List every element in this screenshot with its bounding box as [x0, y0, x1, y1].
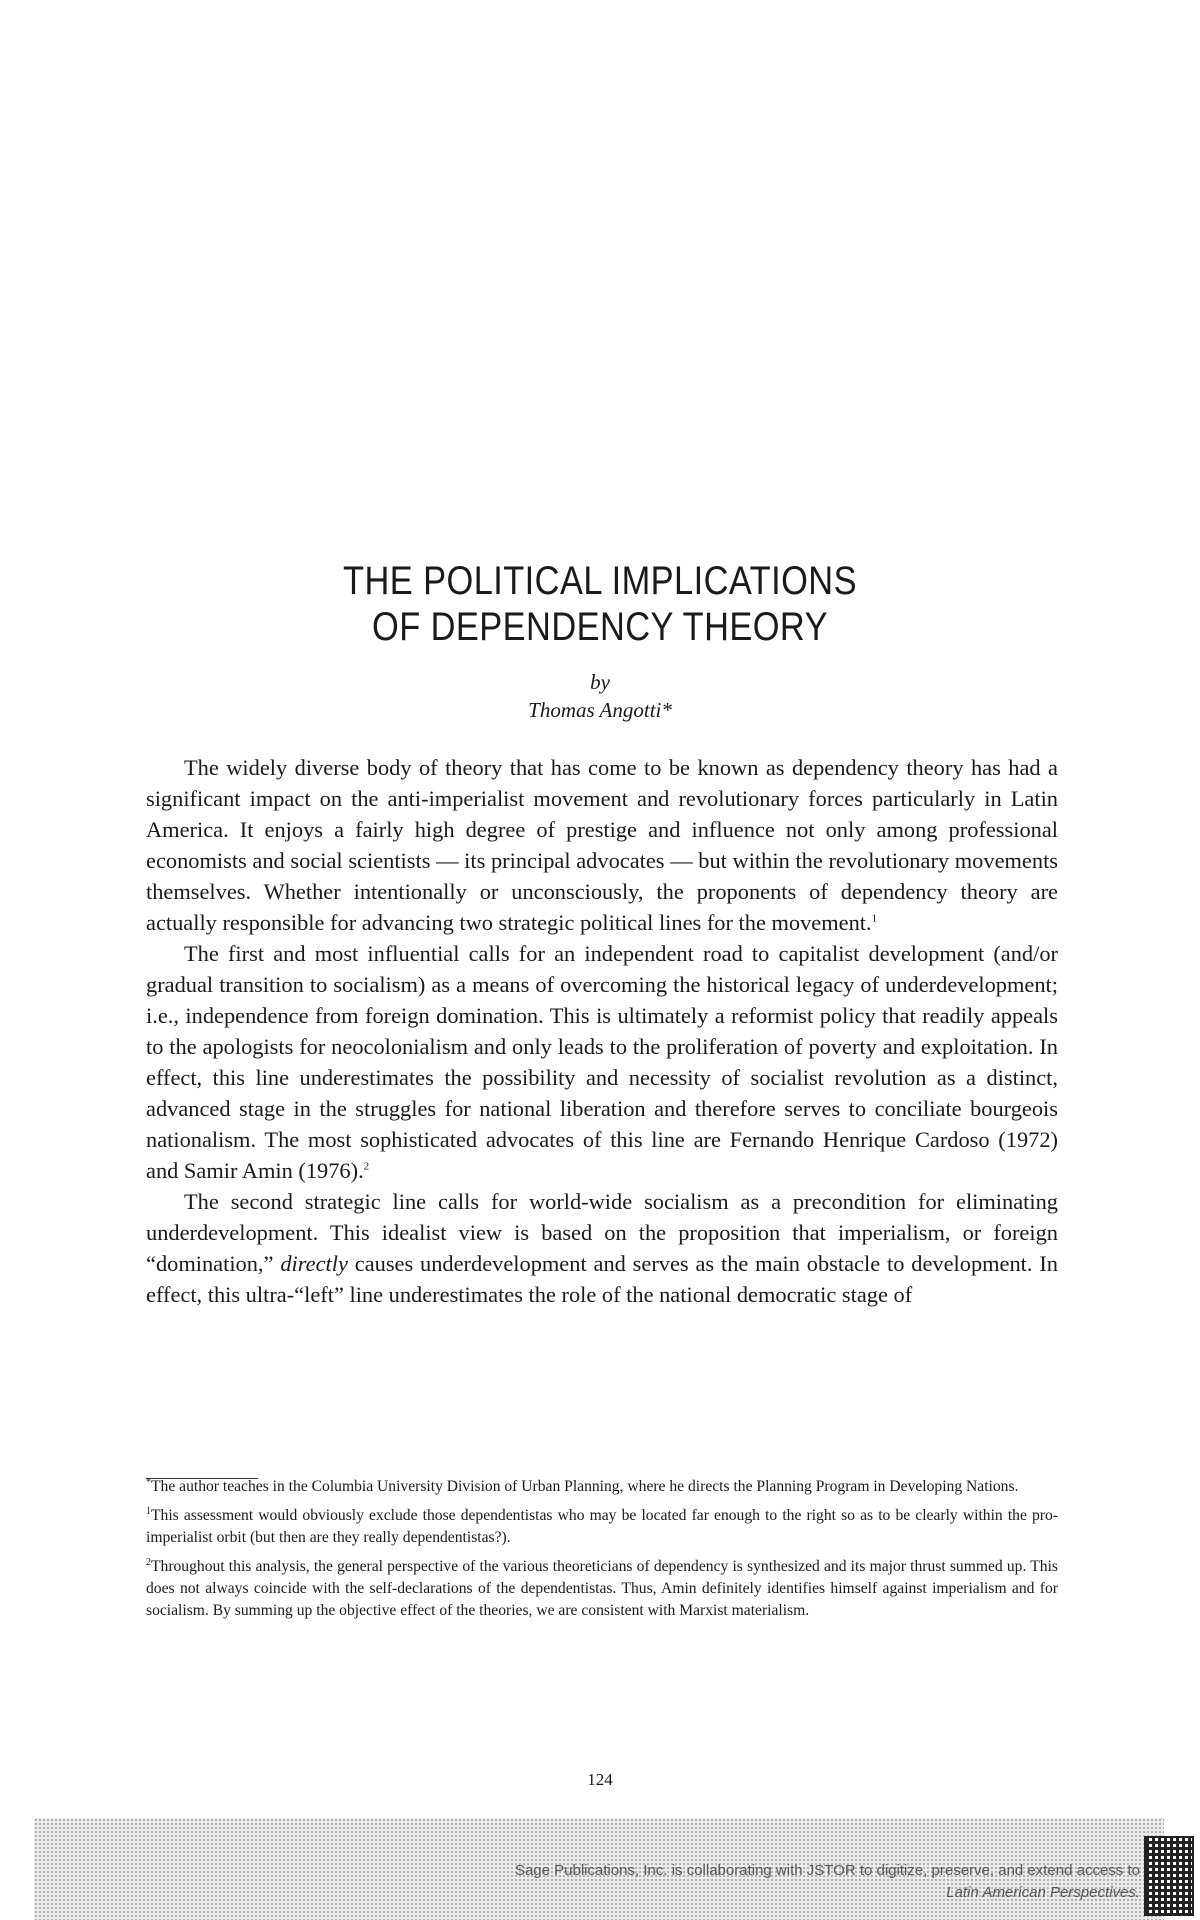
- by-label: by: [590, 670, 610, 694]
- paragraph-3: [146, 1186, 1058, 1310]
- jstor-notice: [280, 1860, 1140, 1904]
- author-name: Thomas Angotti*: [528, 698, 672, 722]
- footnote-1: [146, 1505, 1058, 1549]
- footnote-2: [146, 1556, 1058, 1622]
- footnotes: [146, 1476, 1058, 1629]
- footnote-mark: *: [146, 1476, 151, 1488]
- paragraph-3-text-b: causes underdevelopment and serves as the main obstacle to development. In effect, this ultra-“left” line underestimates the role of the national democratic stage of: [146, 1251, 1058, 1307]
- footnote-author: [146, 1476, 1058, 1498]
- byline: [0, 668, 1200, 724]
- footnote-mark: 2: [146, 1556, 151, 1568]
- article-title: [84, 558, 1116, 650]
- journal-name[interactable]: Latin American Perspectives.: [946, 1884, 1140, 1901]
- footnote-text: Throughout this analysis, the general perspective of the various theoreticians of dependency is synthesized and its major thrust summed up. This does not always coincide with the self-declarations of the dependentistas. Thus, Amin definitely identifies himself against imperialism and for socialism. By summing up the objective effect of the theories, we are consistent with Marxist materialism.: [146, 1558, 1058, 1619]
- paragraph-1: [146, 752, 1058, 938]
- footnote-text: The author teaches in the Columbia University Division of Urban Planning, where he directs the Planning Program in Developing Nations.: [151, 1478, 1019, 1495]
- paragraph-2-text: The first and most influential calls for an independent road to capitalist development (and/or gradual transition to socialism) as a means of overcoming the historical legacy of underdevelopment; i.e., independence from foreign domination. This is ultimately a reformist policy that readily appeals to the apologists for neocolonialism and only leads to the proliferation of poverty and exploitation. In effect, this line underestimates the possibility and necessity of socialist revolution as a distinct, advanced stage in the struggles for national liberation and therefore serves to conciliate bourgeois nationalism. The most sophisticated advocates of this line are Fernando Henrique Cardoso (1972) and Samir Amin (1976).: [146, 941, 1058, 1183]
- jstor-logo-icon: [1144, 1836, 1194, 1916]
- article-body: [146, 752, 1058, 1310]
- paragraph-3-text-a: The second strategic line calls for world-wide socialism as a precondition for eliminating underdevelopment. This idealist view is based on the proposition that imperialism, or foreign “domination,”: [146, 1189, 1058, 1276]
- paragraph-2: [146, 938, 1058, 1186]
- paragraph-3-emphasis: directly: [280, 1251, 348, 1276]
- footnote-ref-2[interactable]: 2: [363, 1160, 370, 1173]
- title-line-2: OF DEPENDENCY THEORY: [372, 605, 828, 649]
- paragraph-1-text: The widely diverse body of theory that has come to be known as dependency theory has had a significant impact on the anti-imperialist movement and revolutionary forces particularly in Latin America. It enjoys a fairly high degree of prestige and influence not only among professional economists and social scientists — its principal advocates — but within the revolutionary movements themselves. Whether intentionally or unconsciously, the proponents of dependency theory are actually responsible for advancing two strategic political lines for the movement.: [146, 755, 1058, 935]
- jstor-notice-text: Sage Publications, Inc. is collaborating with JSTOR to digitize, preserve, and extend access to: [514, 1862, 1140, 1879]
- title-line-1: THE POLITICAL IMPLICATIONS: [343, 559, 857, 603]
- footnote-ref-1[interactable]: 1: [871, 912, 878, 925]
- footnote-mark: 1: [146, 1505, 151, 1517]
- footnote-text: This assessment would obviously exclude those dependentistas who may be located far enough to the right so as to be clearly within the pro-imperialist orbit (but then are they really dependentistas?).: [146, 1507, 1058, 1546]
- page-number: 124: [587, 1770, 613, 1789]
